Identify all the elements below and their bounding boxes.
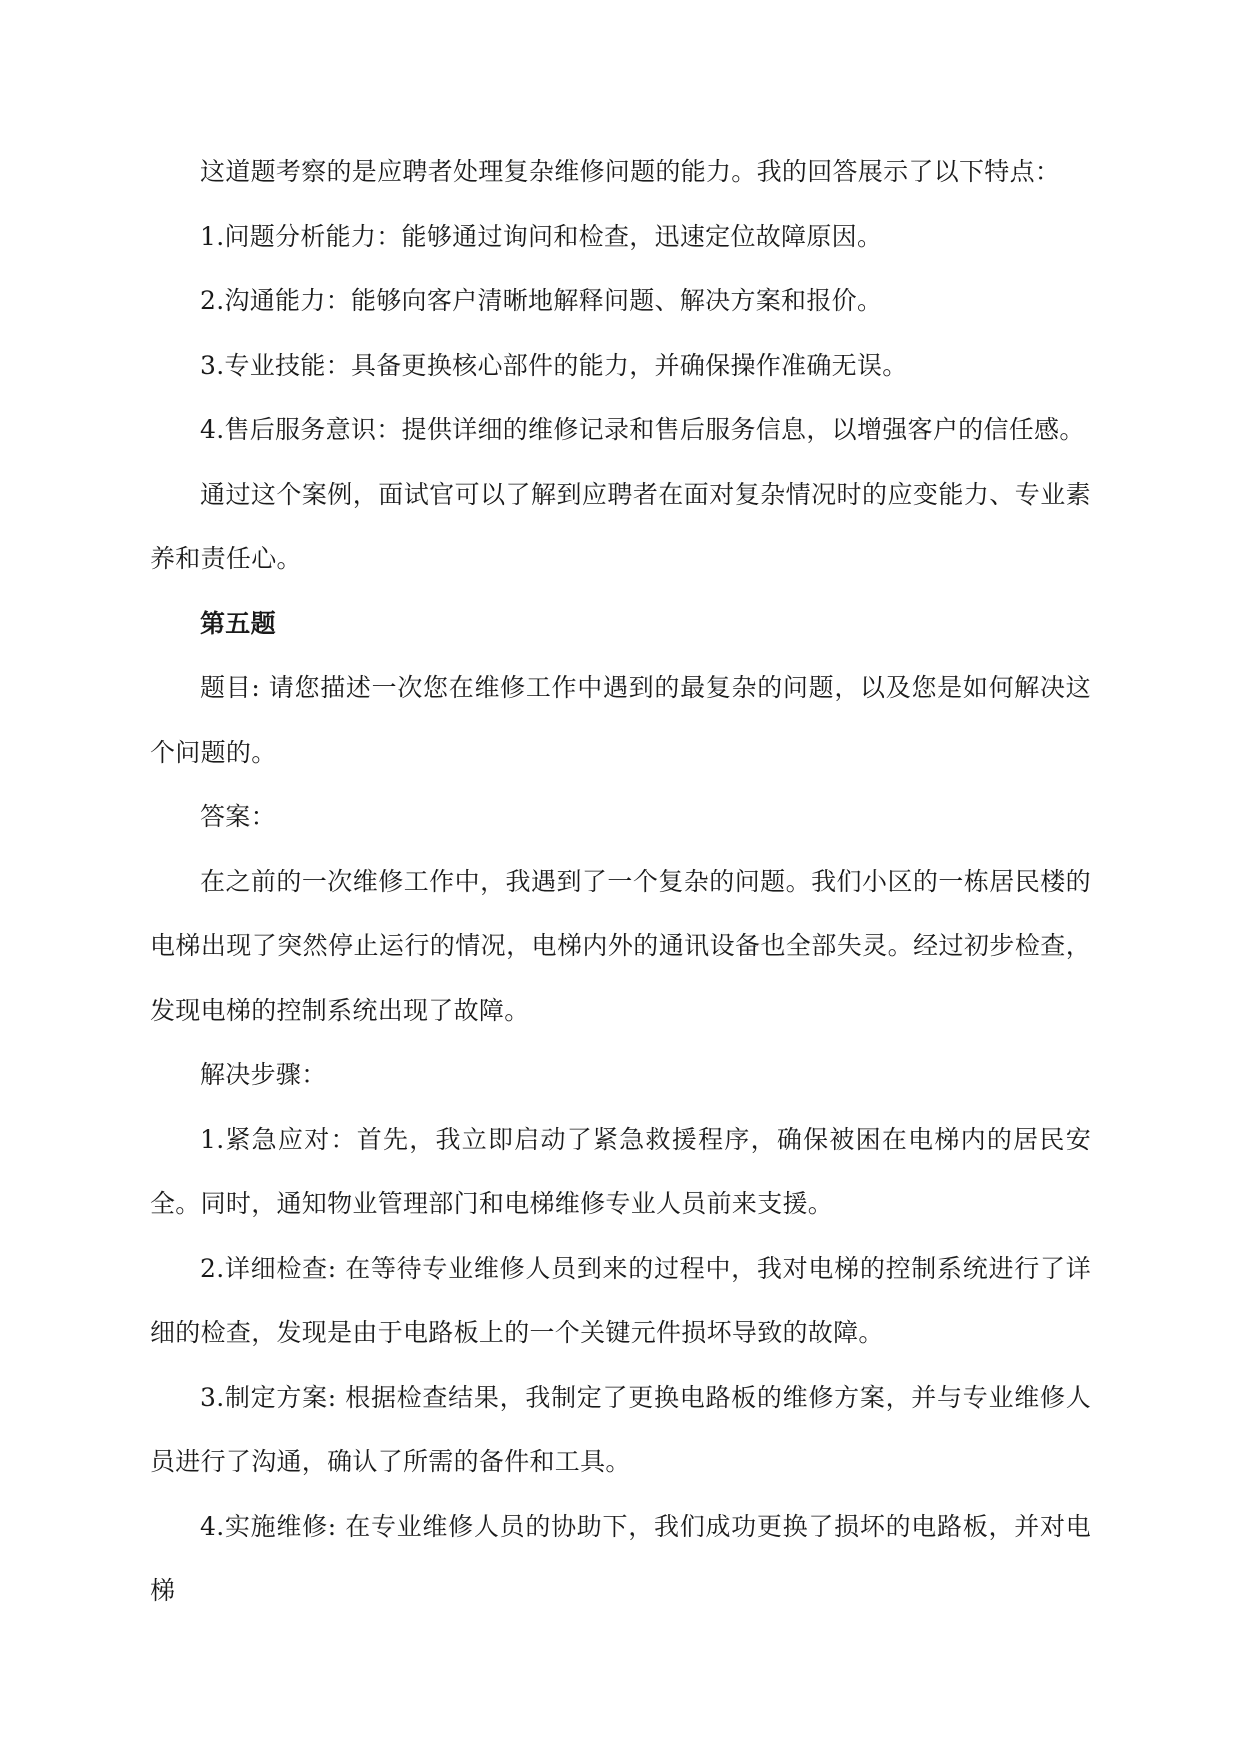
point-1-paragraph: 1.问题分析能力：能够通过询问和检查，迅速定位故障原因。 <box>200 221 883 251</box>
intro-paragraph: 这道题考察的是应聘者处理复杂维修问题的能力。我的回答展示了以下特点： <box>200 157 1061 186</box>
answer-body-paragraph: 在之前的一次维修工作中，我遇到了一个复杂的问题。我们小区的一栋居民楼的电梯出现了突然停止运行的情况，电梯内外的通讯设备也全部失灵。经过初步检查，发现电梯的控制系统出现了故障。 <box>150 866 1091 1025</box>
conclusion-paragraph: 通过这个案例，面试官可以了解到应聘者在面对复杂情况时的应变能力、专业素养和责任心。 <box>150 479 1091 573</box>
question-paragraph: 题目: 请您描述一次您在维修工作中遇到的最复杂的问题，以及您是如何解决这个问题的。 <box>150 673 1091 767</box>
section-heading: 第五题 <box>200 608 276 638</box>
step-3-paragraph: 3.制定方案: 根据检查结果，我制定了更换电路板的维修方案，并与专业维修人员进行了沟通，确认了所需的备件和工具。 <box>150 1382 1091 1476</box>
step-2-paragraph: 2.详细检查: 在等待专业维修人员到来的过程中，我对电梯的控制系统进行了详细的检查，发现是由于电路板上的一个关键元件损坏导致的故障。 <box>150 1253 1091 1347</box>
point-4-paragraph: 4.售后服务意识：提供详细的维修记录和售后服务信息，以增强客户的信任感。 <box>200 415 1085 444</box>
point-3-paragraph: 3.专业技能：具备更换核心部件的能力，并确保操作准确无误。 <box>200 350 908 380</box>
step-4-paragraph: 4.实施维修: 在专业维修人员的协助下，我们成功更换了损坏的电路板，并对电梯 <box>150 1511 1091 1605</box>
steps-label: 解决步骤： <box>200 1060 327 1089</box>
answer-label: 答案： <box>200 802 276 831</box>
point-2-paragraph: 2.沟通能力：能够向客户清晰地解释问题、解决方案和报价。 <box>200 286 883 315</box>
step-1-paragraph: 1.紧急应对：首先，我立即启动了紧急救援程序，确保被困在电梯内的居民安全。同时，通知物业管理部门和电梯维修专业人员前来支援。 <box>150 1124 1091 1218</box>
